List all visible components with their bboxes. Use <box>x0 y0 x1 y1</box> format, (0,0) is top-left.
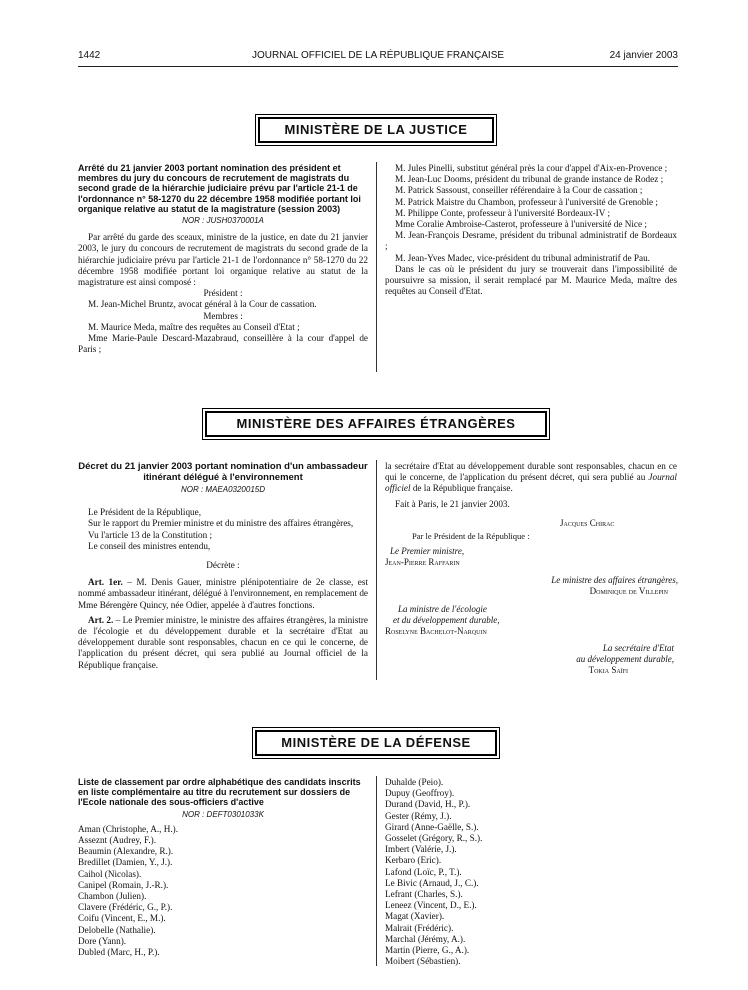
candidate-name: Canipel (Romain, J.-R.). <box>78 879 169 890</box>
candidate-name: Girard (Anne-Gaëlle, S.). <box>385 821 479 832</box>
candidate-name: Bredillet (Damien, Y., J.). <box>78 857 173 868</box>
defense-right-column <box>385 777 677 967</box>
justice-member-6: M. Patrick Maistre du Chambon, professeur à l'université de Grenoble ; <box>395 196 658 207</box>
ministry-defense-heading <box>255 730 497 756</box>
defense-left-column <box>78 777 368 958</box>
justice-president: M. Jean-Michel Bruntz, avocat général à la Cour de cassation. <box>88 299 317 310</box>
justice-member-2: Mme Marie-Paule Descard-Mazabraud, conseillère à la cour d'appel de Paris ; <box>78 333 368 355</box>
affaires-decrete: Décrète : <box>206 560 240 571</box>
page-header <box>78 50 678 66</box>
justice-column-divider <box>376 162 377 372</box>
justice-member-7: M. Philippe Conte, professeur à l'université Bordeaux-IV ; <box>395 207 611 218</box>
candidate-name: Clavere (Frédéric, G., P.). <box>78 902 173 913</box>
candidate-name: Marchal (Jérémy, A.). <box>385 933 466 944</box>
candidate-name: Durand (David, H., P.). <box>385 799 471 810</box>
affaires-p2: Sur le rapport du Premier ministre et du ministre des affaires étrangères, <box>88 518 354 529</box>
justice-member-9: M. Jean-François Desrame, président du tribunal administratif de Bordeaux ; <box>385 230 677 252</box>
justice-nor: NOR : JUSH0370001A <box>182 216 264 226</box>
justice-member-10: M. Jean-Yves Madec, vice-président du tribunal administratif de Pau. <box>395 252 650 263</box>
defense-column-divider <box>376 776 377 966</box>
affaires-column-divider <box>376 460 377 680</box>
justice-closing: Dans le cas où le président du jury se trouverait dans l'impossibilité de poursuivre sa mission, il serait remplacé par M. Maurice Meda, maître des requêtes au Conseil d'Etat. <box>385 263 677 297</box>
justice-left-column <box>78 163 368 355</box>
journal-title: JOURNAL OFFICIEL DE LA RÉPUBLIQUE FRANÇAISE <box>251 50 505 61</box>
pm-name: Jean-Pierre Raffarin <box>385 557 460 567</box>
mae-title: Le ministre des affaires étrangères, <box>551 575 678 585</box>
candidate-name: Moibert (Sébastien). <box>385 956 461 967</box>
candidate-name: Chambon (Julien). <box>78 891 147 902</box>
ministry-justice-heading <box>258 117 494 143</box>
pm-title: Le Premier ministre, <box>390 546 465 556</box>
defense-left-names <box>78 824 368 958</box>
justice-member-4: M. Jean-Luc Dooms, président du tribunal de grande instance de Rodez ; <box>395 174 664 185</box>
defense-right-names <box>385 777 677 967</box>
candidate-name: Leneez (Vincent, D., E.). <box>385 900 477 911</box>
par-president-label: Par le Président de la République : <box>412 531 530 541</box>
candidate-name: Coifu (Vincent, E., M.). <box>78 913 166 924</box>
justice-member-8: Mme Coralie Ambroise-Casterot, professeure à l'université de Nice ; <box>395 219 647 230</box>
candidate-name: Delobelle (Nathalie). <box>78 924 156 935</box>
affaires-p3: Vu l'article 13 de la Constitution ; <box>88 529 213 540</box>
defense-list-title: Liste de classement par ordre alphabétique des candidats inscrits en liste complémentaire au titre du recrutement sur dossiers de l'Ecole nationale des sous-officiers d'active <box>78 777 361 808</box>
affaires-left-column <box>78 461 368 670</box>
affaires-right-column <box>385 461 677 510</box>
affaires-p4: Le conseil des ministres entendu, <box>88 540 211 551</box>
justice-member-3: M. Jules Pinelli, substitut général près la cour d'appel d'Aix-en-Provence ; <box>395 163 668 173</box>
affaires-fait: Fait à Paris, le 21 janvier 2003. <box>395 498 510 509</box>
candidate-name: Kerbaro (Eric). <box>385 855 442 866</box>
candidate-name: Aman (Christophe, A., H.). <box>78 823 179 834</box>
issue-date: 24 janvier 2003 <box>609 50 678 61</box>
candidate-name: Duhalde (Peio). <box>385 777 444 787</box>
justice-president-label: Président : <box>203 288 243 299</box>
candidate-name: Le Bivic (Arnaud, J., C.). <box>385 877 479 888</box>
candidate-name: Gosselet (Grégory, R., S.). <box>385 833 483 844</box>
ministry-defense-label: MINISTÈRE DE LA DÉFENSE <box>281 735 471 750</box>
candidate-name: Beaumin (Alexandre, R.). <box>78 846 174 857</box>
affaires-art2: Art. 2. – Le Premier ministre, le ministre des affaires étrangères, la ministre de l'écologie et du développement durable et la secrétaire d'Etat au développement durable sont responsables, chacun en ce qui le concerne, de l'application du présent décret, qui sera publié au Journal officiel de la République française. <box>78 614 368 670</box>
candidate-name: Gester (Rémy, J.). <box>385 810 452 821</box>
candidate-name: Asseznt (Audrey, F.). <box>78 835 157 846</box>
candidate-name: Martin (Pierre, G., A.). <box>385 945 470 956</box>
signature-chirac: Jacques Chirac <box>560 518 615 528</box>
candidate-name: Lefrant (Charles, S.). <box>385 889 463 900</box>
candidate-name: Dore (Yann). <box>78 935 127 946</box>
affaires-p1: Le Président de la République, <box>88 507 202 518</box>
affaires-art1: Art. 1er. – M. Denis Gauer, ministre plénipotentiaire de 2e classe, est nommé ambassadeur itinérant, délégué à l'environnement, en remplacement de Mme Bérengère Quincy, née Odier, appelée à d'autres fonctions. <box>78 577 368 610</box>
page-number: 1442 <box>78 50 101 61</box>
candidate-name: Malrait (Frédéric). <box>385 922 454 933</box>
defense-nor: NOR : DEFT0301033K <box>182 809 264 819</box>
justice-member-5: M. Patrick Sassoust, conseiller référendaire à la Cour de cassation ; <box>395 185 643 196</box>
justice-arrete-title: Arrêté du 21 janvier 2003 portant nomination des président et membres du jury du concours de recrutement de magistrats du second grade de la hiérarchie judiciaire prévu par l'article 21-1 de l'ordonnance n° 58-1270 du 22 décembre 1958 modifiée portant loi organique relative au statut de la magistrature (session 2003) <box>78 163 361 214</box>
justice-right-column <box>385 163 677 297</box>
eco-name: Roselyne Bachelot-Narquin <box>385 626 487 636</box>
affaires-art1-label: Art. 1er. <box>88 577 123 588</box>
eco-title-1: La ministre de l'écologie <box>398 604 487 614</box>
candidate-name: Dupuy (Geoffroy). <box>385 788 455 799</box>
justice-membres-label: Membres : <box>203 310 243 321</box>
justice-member-1: M. Maurice Meda, maître des requêtes au Conseil d'Etat ; <box>88 321 300 332</box>
candidate-name: Lafond (Loïc, P., T.). <box>385 866 462 877</box>
candidate-name: Imbert (Valérie, J.). <box>385 844 457 855</box>
ministry-affaires-label: MINISTÈRE DES AFFAIRES ÉTRANGÈRES <box>236 416 516 431</box>
affaires-decret-title: Décret du 21 janvier 2003 portant nomination d'un ambassadeur itinérant délégué à l'environnement <box>78 461 368 483</box>
candidate-name: Magat (Xavier). <box>385 911 445 922</box>
candidate-name: Caihol (Nicolas). <box>78 868 142 879</box>
ministry-affaires-heading <box>205 411 547 437</box>
mae-name: Dominique de Villepin <box>589 586 668 596</box>
eco-title-2: et du développement durable, <box>393 615 500 625</box>
candidate-name: Dubled (Marc, H., P.). <box>78 947 160 958</box>
ministry-justice-label: MINISTÈRE DE LA JUSTICE <box>284 122 468 137</box>
justice-intro: Par arrêté du garde des sceaux, ministre de la justice, en date du 21 janvier 2003, le jury du concours de recrutement de magistrats du second grade de la hiérarchie judiciaire prévu par l'article 21-1 de l'ordonnance n° 58-1270 du 22 décembre 1958 modifiée portant loi organique relative au statut de la magistrature est ainsi composé : <box>78 232 368 288</box>
affaires-nor: NOR : MAEA0320015D <box>180 485 266 494</box>
sec-title-2: au développement durable, <box>576 654 674 664</box>
header-rule <box>78 66 678 67</box>
sec-title-1: La secrétaire d'Etat <box>602 643 674 653</box>
sec-name: Tokia Saïfi <box>588 665 628 675</box>
affaires-art2-continuation: la secrétaire d'Etat au développement durable sont responsables, chacun en ce qui le concerne, de l'application du présent décret, qui sera publié au Journal officiel de la République française. <box>385 461 677 494</box>
affaires-art2-label: Art. 2. <box>88 614 114 625</box>
